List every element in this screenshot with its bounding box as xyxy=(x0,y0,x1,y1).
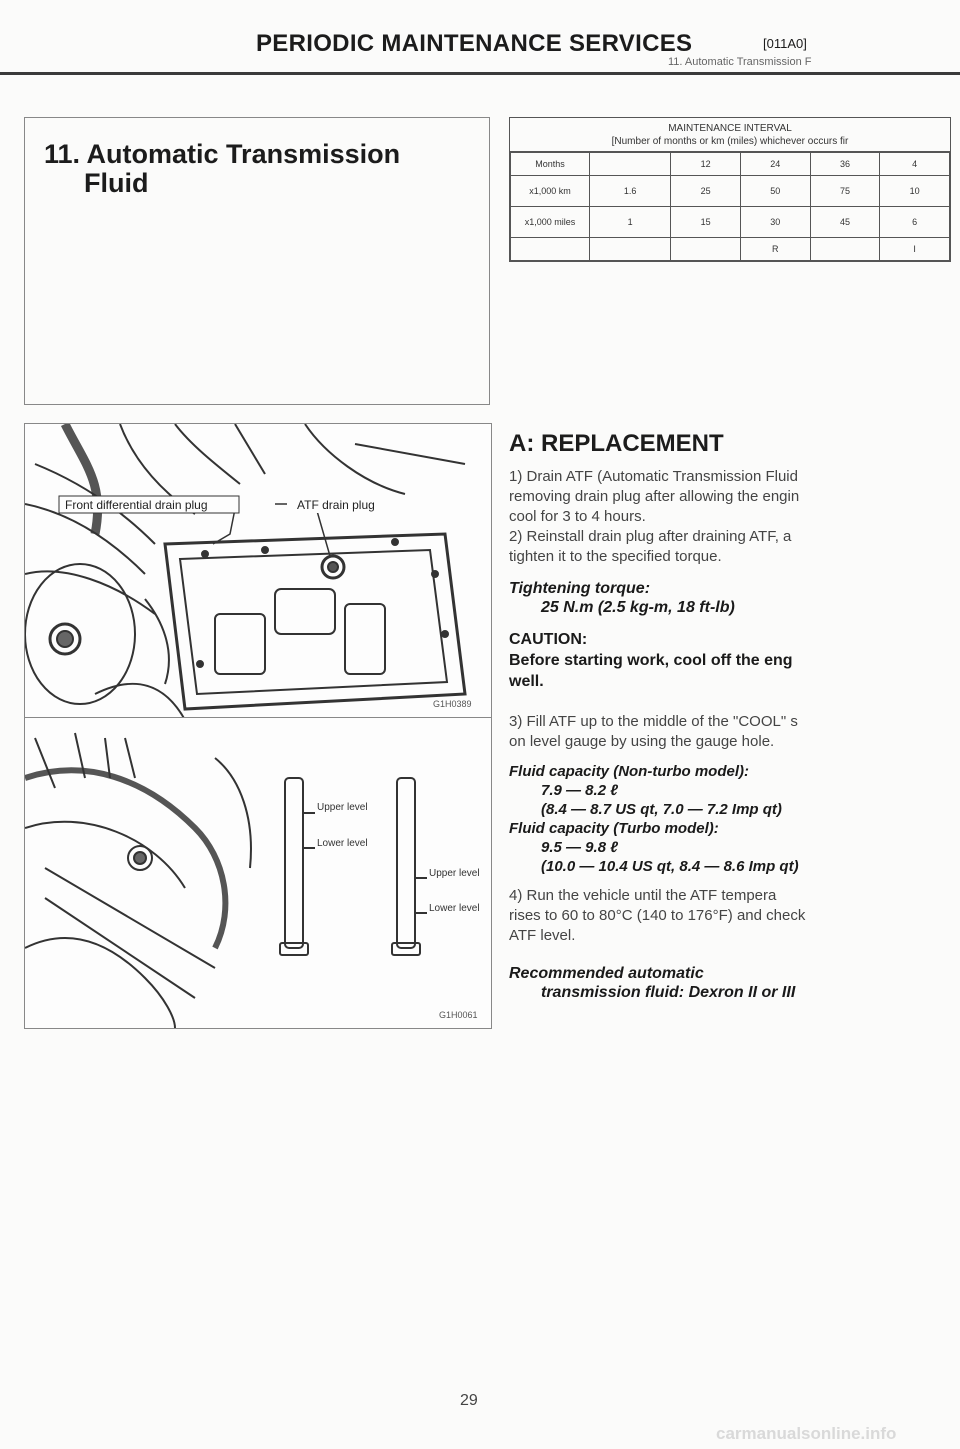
table-header-line2: [Number of months or km (miles) whichever occurs fir xyxy=(611,136,849,147)
table-cell: 10 xyxy=(880,176,950,207)
row-label: Months xyxy=(511,153,590,176)
section-title-line1: 11. Automatic Transmission xyxy=(44,139,401,169)
gauge2-upper-label: Upper level xyxy=(429,868,480,879)
row-label: x1,000 km xyxy=(511,176,590,207)
table-cell: 1 xyxy=(590,207,671,238)
section-title-line2: Fluid xyxy=(84,168,149,198)
gauge2-lower-label: Lower level xyxy=(429,903,480,914)
step-2-line: tighten it to the specified torque. xyxy=(509,548,722,565)
table-cell: 15 xyxy=(671,207,741,238)
step-2 xyxy=(509,527,959,567)
row-label xyxy=(511,238,590,261)
step-4-line: rises to 60 to 80°C (140 to 176°F) and check xyxy=(509,907,806,924)
section-code: [011A0] xyxy=(763,36,807,51)
fluid-capacity xyxy=(509,762,959,876)
step-3-line: 3) Fill ATF up to the middle of the "COOL" s xyxy=(509,713,798,730)
replacement-heading: A: REPLACEMENT xyxy=(509,430,724,457)
table-cell: 24 xyxy=(740,153,810,176)
section-title xyxy=(44,140,400,198)
step-1-line: removing drain plug after allowing the engin xyxy=(509,488,800,505)
capacity-nonturbo-qt: (8.4 — 8.7 US qt, 7.0 — 7.2 Imp qt) xyxy=(541,801,782,818)
recommended-fluid xyxy=(509,964,959,1002)
table-cell: 75 xyxy=(810,176,880,207)
gauge1-lower-label: Lower level xyxy=(317,838,368,849)
table-cell xyxy=(671,238,741,261)
recommended-label: Recommended automatic xyxy=(509,965,704,982)
page-header-subtitle: 11. Automatic Transmission F xyxy=(668,56,812,68)
table-row xyxy=(511,238,950,261)
step-1 xyxy=(509,467,959,527)
atf-drain-label: ATF drain plug xyxy=(297,498,375,512)
table-cell: 4 xyxy=(880,153,950,176)
step-4-line: ATF level. xyxy=(509,927,576,944)
table-cell xyxy=(810,238,880,261)
row-label: x1,000 miles xyxy=(511,207,590,238)
torque-spec xyxy=(509,579,959,617)
level-gauge-illustration xyxy=(25,718,491,1028)
table-row xyxy=(511,207,950,238)
table-cell: 30 xyxy=(740,207,810,238)
front-differential-label: Front differential drain plug xyxy=(65,498,208,512)
atf-drain-callout xyxy=(287,496,407,513)
table-cell: 12 xyxy=(671,153,741,176)
step-3 xyxy=(509,712,959,752)
maintenance-interval-table xyxy=(509,117,951,262)
header-rule xyxy=(0,72,960,75)
torque-label: Tightening torque: xyxy=(509,580,651,597)
table-cell xyxy=(590,238,671,261)
recommended-value: transmission fluid: Dexron II or III xyxy=(541,984,796,1001)
table-cell: 50 xyxy=(740,176,810,207)
caution-text: well. xyxy=(509,673,544,690)
step-4 xyxy=(509,886,959,946)
figure-code: G1H0061 xyxy=(439,1010,478,1020)
table-cell: I xyxy=(880,238,950,261)
capacity-nonturbo-label: Fluid capacity (Non-turbo model): xyxy=(509,763,749,780)
level-gauge-figure xyxy=(24,717,492,1029)
table-cell: 1.6 xyxy=(590,176,671,207)
capacity-turbo-qt: (10.0 — 10.4 US qt, 8.4 — 8.6 Imp qt) xyxy=(541,858,799,875)
page-number: 29 xyxy=(460,1392,478,1409)
capacity-turbo-liters: 9.5 — 9.8 ℓ xyxy=(541,839,618,856)
table-header-line1: MAINTENANCE INTERVAL xyxy=(668,123,792,134)
interval-grid xyxy=(510,152,950,261)
table-row xyxy=(511,153,950,176)
table-cell: 25 xyxy=(671,176,741,207)
step-2-line: 2) Reinstall drain plug after draining ATF, a xyxy=(509,528,792,545)
step-3-line: on level gauge by using the gauge hole. xyxy=(509,733,775,750)
step-1-line: 1) Drain ATF (Automatic Transmission Fluid xyxy=(509,468,798,485)
drain-plug-illustration xyxy=(25,424,491,720)
caution-block xyxy=(509,629,959,692)
table-cell xyxy=(590,153,671,176)
replacement-body xyxy=(509,467,959,1002)
page-header-title: PERIODIC MAINTENANCE SERVICES xyxy=(256,30,693,57)
caution-text: Before starting work, cool off the eng xyxy=(509,652,793,669)
capacity-nonturbo-liters: 7.9 — 8.2 ℓ xyxy=(541,782,618,799)
table-cell: R xyxy=(740,238,810,261)
table-cell: 6 xyxy=(880,207,950,238)
table-row xyxy=(511,176,950,207)
gauge1-upper-label: Upper level xyxy=(317,802,368,813)
figure-code: G1H0389 xyxy=(433,699,472,709)
torque-value: 25 N.m (2.5 kg-m, 18 ft-lb) xyxy=(541,599,735,616)
front-differential-callout xyxy=(59,496,239,513)
step-4-line: 4) Run the vehicle until the ATF tempera xyxy=(509,887,777,904)
watermark: carmanualsonline.info xyxy=(716,1424,897,1443)
table-header xyxy=(510,118,950,152)
table-cell: 36 xyxy=(810,153,880,176)
caution-label: CAUTION: xyxy=(509,631,588,648)
capacity-turbo-label: Fluid capacity (Turbo model): xyxy=(509,820,719,837)
step-1-line: cool for 3 to 4 hours. xyxy=(509,508,646,525)
table-cell: 45 xyxy=(810,207,880,238)
drain-plug-figure xyxy=(24,423,492,721)
